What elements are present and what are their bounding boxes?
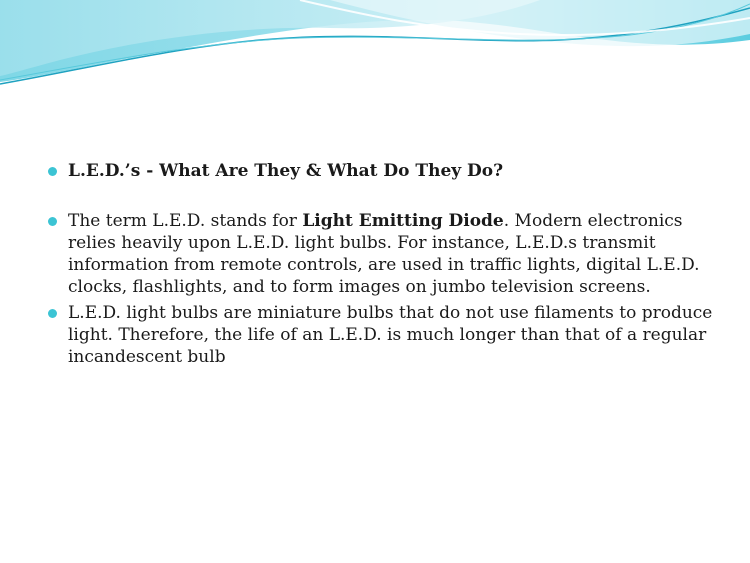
bullet-dot-icon (48, 309, 57, 318)
bullet-heading (48, 160, 718, 182)
heading-text: L.E.D.’s - What Are They & What Do They Do? (68, 161, 504, 181)
bullet-led-filaments (48, 302, 718, 368)
filaments-text: L.E.D. light bulbs are miniature bulbs that do not use filaments to produce light. Therefore, the life of an L.E.D. is much longer than that of a regular incandescent bulb (68, 303, 713, 367)
bullet-dot-icon (48, 217, 57, 226)
definition-text-before: The term L.E.D. stands for (68, 211, 303, 231)
bullet-led-definition (48, 210, 718, 298)
header-wave-decoration (0, 0, 750, 110)
definition-text-after: . Modern electronics relies heavily upon L.E.D. light bulbs. For instance, L.E.D.s transmit information from remote controls, are used in traffic lights, digital L.E.D. clocks, flashlights, and to form images on jumbo television screens. (68, 211, 700, 297)
slide-content (48, 160, 718, 368)
definition-term: Light Emitting Diode (302, 211, 504, 231)
bullet-dot-icon (48, 167, 57, 176)
